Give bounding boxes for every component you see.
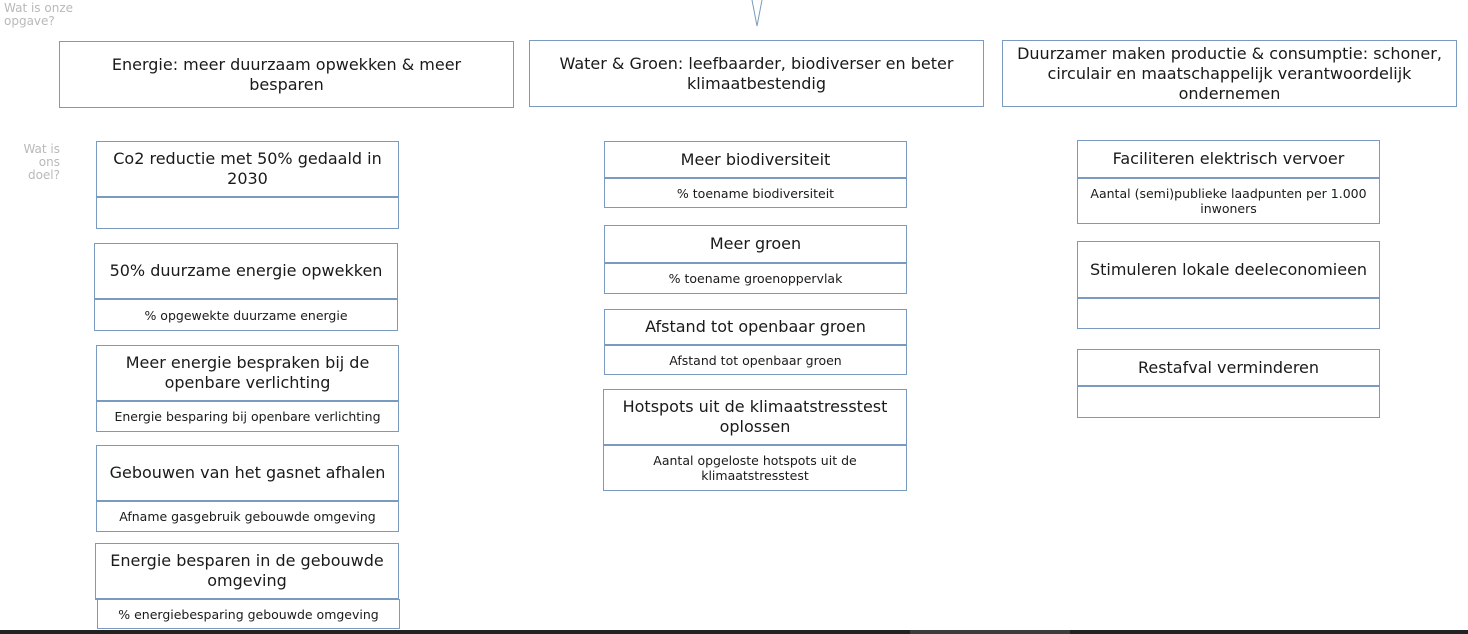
opgave-label: Wat is onze opgave? <box>4 1 73 28</box>
kpi-afstand-groen: Afstand tot openbaar groen <box>604 345 907 375</box>
doel-label: Wat is ons doel? <box>23 142 60 182</box>
goal-deeleconomieen: Stimuleren lokale deeleconomieen <box>1077 241 1380 299</box>
kpi-duurzame-energie: % opgewekte duurzame energie <box>94 299 398 331</box>
goal-openbare-verlichting: Meer energie bespraken bij de openbare verlichting <box>96 345 399 402</box>
goal-gasnet: Gebouwen van het gasnet afhalen <box>96 445 399 502</box>
kpi-restafval <box>1077 386 1380 418</box>
theme-water-groen: Water & Groen: leefbaarder, biodiverser en beter klimaatbestendig <box>529 40 984 107</box>
goal-biodiversiteit: Meer biodiversiteit <box>604 141 907 179</box>
kpi-biodiversiteit: % toename biodiversiteit <box>604 178 907 208</box>
goal-elektrisch-vervoer: Faciliteren elektrisch vervoer <box>1077 140 1380 179</box>
goal-duurzame-energie: 50% duurzame energie opwekken <box>94 243 398 300</box>
bottom-edge-segment <box>910 630 1070 634</box>
goal-meer-groen: Meer groen <box>604 225 907 264</box>
kpi-co2-reductie <box>96 197 399 229</box>
goal-restafval: Restafval verminderen <box>1077 349 1380 387</box>
bottom-edge-bar <box>0 630 1468 634</box>
kpi-hotspots: Aantal opgeloste hotspots uit de klimaatstresstest <box>603 445 907 491</box>
theme-productie-consumptie: Duurzamer maken productie & consumptie: schoner, circulair en maatschappelijk verantwoordelijk ondernemen <box>1002 40 1457 107</box>
kpi-deeleconomieen <box>1077 298 1380 329</box>
kpi-meer-groen: % toename groenoppervlak <box>604 263 907 294</box>
kpi-gasnet: Afname gasgebruik gebouwde omgeving <box>96 501 399 532</box>
goal-co2-reductie: Co2 reductie met 50% gedaald in 2030 <box>96 141 399 198</box>
kpi-energie-besparen: % energiebesparing gebouwde omgeving <box>97 599 400 629</box>
goal-afstand-groen: Afstand tot openbaar groen <box>604 309 907 346</box>
connector-arrow-icon <box>750 0 764 28</box>
goal-energie-besparen: Energie besparen in de gebouwde omgeving <box>95 543 399 600</box>
kpi-elektrisch-vervoer: Aantal (semi)publieke laadpunten per 1.000 inwoners <box>1077 178 1380 224</box>
goal-hotspots: Hotspots uit de klimaatstresstest oplossen <box>603 389 907 446</box>
theme-energie: Energie: meer duurzaam opwekken & meer besparen <box>59 41 514 108</box>
kpi-openbare-verlichting: Energie besparing bij openbare verlichting <box>96 401 399 432</box>
